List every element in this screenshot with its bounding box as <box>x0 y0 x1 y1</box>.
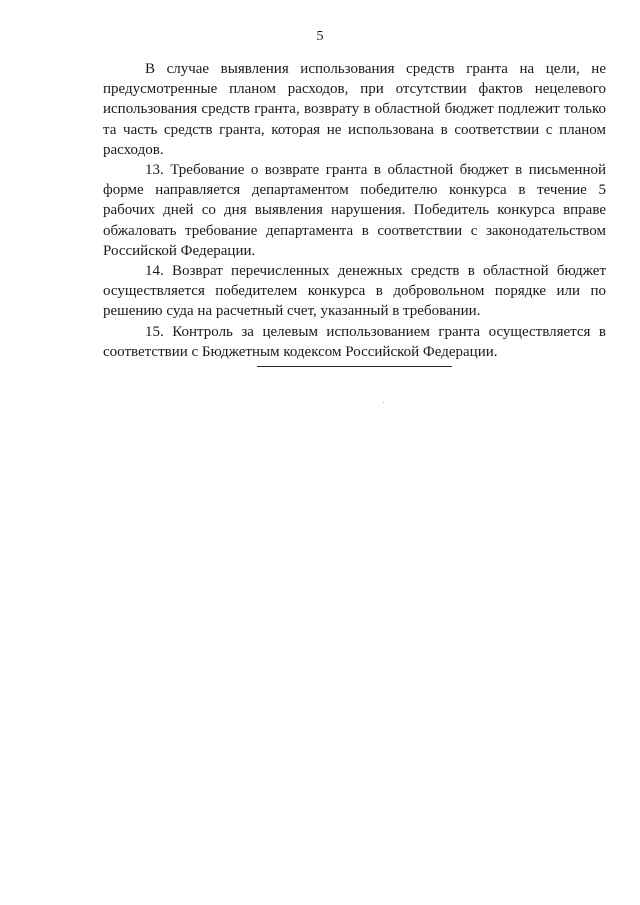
document-body <box>103 59 606 362</box>
paragraph-grant-refund-case: В случае выявления использования средств гранта на цели, не предусмотренные планом расходов, при отсутствии фактов нецелевого использования средств гранта, возврату в областной бюджет подлежит только та часть средств гранта, которая не использована в соответствии с планом расходов. <box>103 61 606 158</box>
end-of-text-divider <box>257 366 452 367</box>
scan-speck <box>383 402 384 403</box>
paragraph-15-usage-control: 15. Контроль за целевым использованием гранта осуществляется в соответствии с Бюджетным кодексом Российской Федерации. <box>103 323 606 360</box>
paragraph-13-refund-demand: 13. Требование о возврате гранта в областной бюджет в письменной форме направляется департаментом победителю конкурса в течение 5 рабочих дней со дня выявления нарушения. Победитель конкурса вправе обжаловать требование департамента в соответствии с законодательством Российской Федерации. <box>103 162 606 259</box>
page-number: 5 <box>316 29 324 44</box>
paragraph-14-refund-procedure: 14. Возврат перечисленных денежных средств в областной бюджет осуществляется победителем конкурса в добровольном порядке или по решению суда на расчетный счет, указанный в требовании. <box>103 263 606 320</box>
